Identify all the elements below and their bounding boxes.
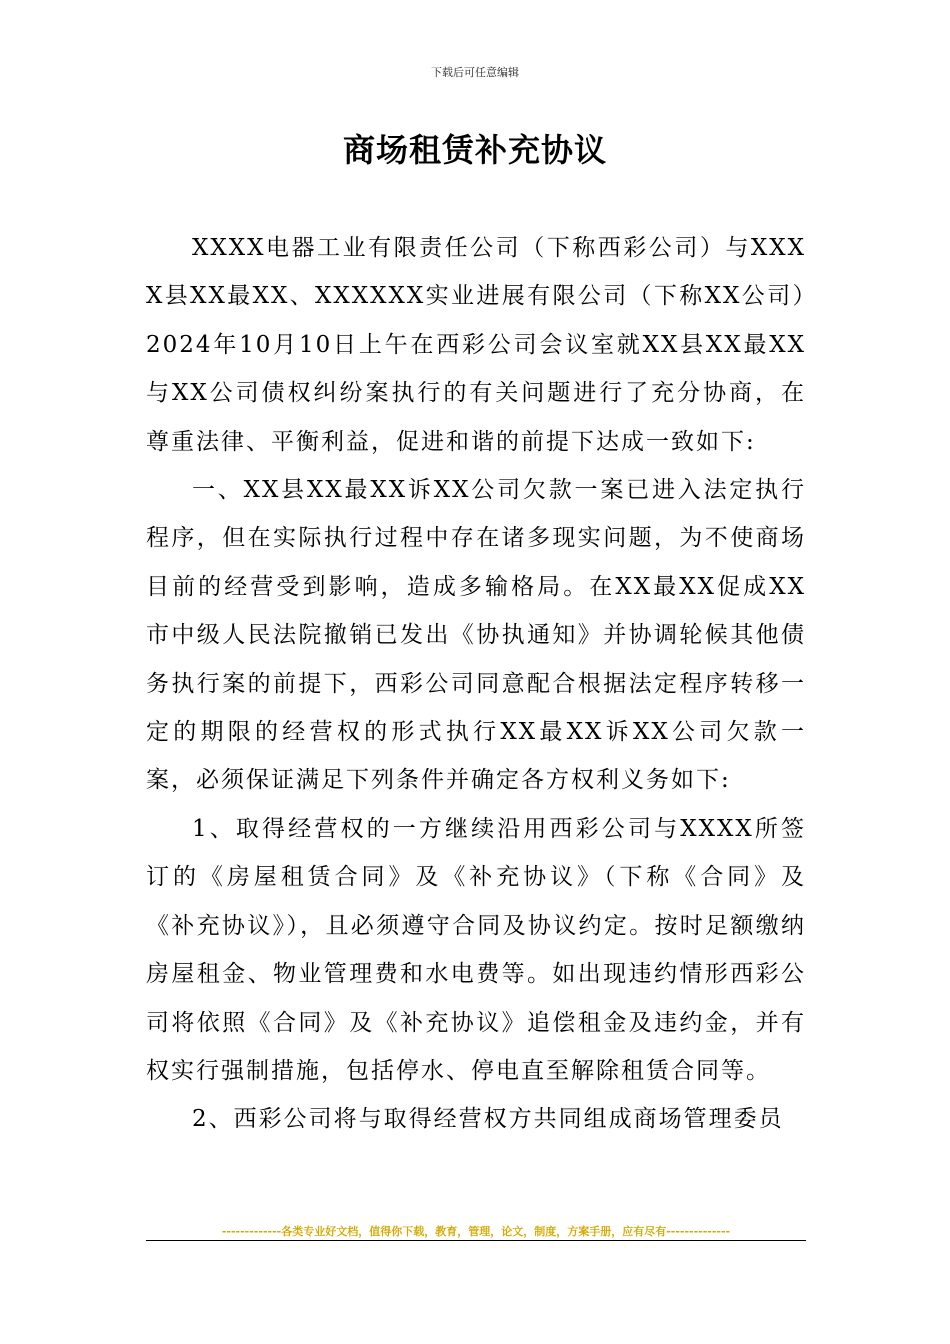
paragraph-intro: XXXX电器工业有限责任公司（下称西彩公司）与XXXX县XX最XX、XXXXXX实业进展有限公司（下称XX公司）2024年10月10日上午在西彩公司会议室就XX县XX最XX与XX公司债权纠纷案执行的有关问题进行了充分协商，在尊重法律、平衡利益，促进和谐的前提下达成一致如下: (146, 235, 806, 455)
paragraph-clause-one: 一、XX县XX最XX诉XX公司欠款一案已进入法定执行程序，但在实际执行过程中存在诸多现实问题，为不使商场目前的经营受到影响，造成多输格局。在XX最XX促成XX市中级人民法院撤销已发出《协执通知》并协调轮候其他债务执行案的前提下，西彩公司同意配合根据法定程序转移一定的期限的经营权的形式执行XX最XX诉XX公司欠款一案，必须保证满足下列条件并确定各方权利义务如下: (146, 477, 806, 794)
footer-note: -------------各类专业好文档，值得你下载，教育，管理，论文，制度，方案手册，应有尽有-------------- (221, 1225, 731, 1238)
document-body (146, 224, 806, 1144)
header-note: 下载后可任意编辑 (431, 66, 519, 79)
footer-divider (146, 1240, 806, 1241)
paragraph-item-1: 1、取得经营权的一方继续沿用西彩公司与XXXX所签订的《房屋租赁合同》及《补充协议》（下称《合同》及《补充协议》），且必须遵守合同及协议约定。按时足额缴纳房屋租金、物业管理费和水电费等。如出现违约情形西彩公司将依照《合同》及《补充协议》追偿租金及违约金，并有权实行强制措施，包括停水、停电直至解除租赁合同等。 (146, 815, 806, 1084)
document-title: 商场租赁补充协议 (342, 131, 607, 169)
paragraph-item-2: 2、西彩公司将与取得经营权方共同组成商场管理委员 (192, 1106, 784, 1133)
